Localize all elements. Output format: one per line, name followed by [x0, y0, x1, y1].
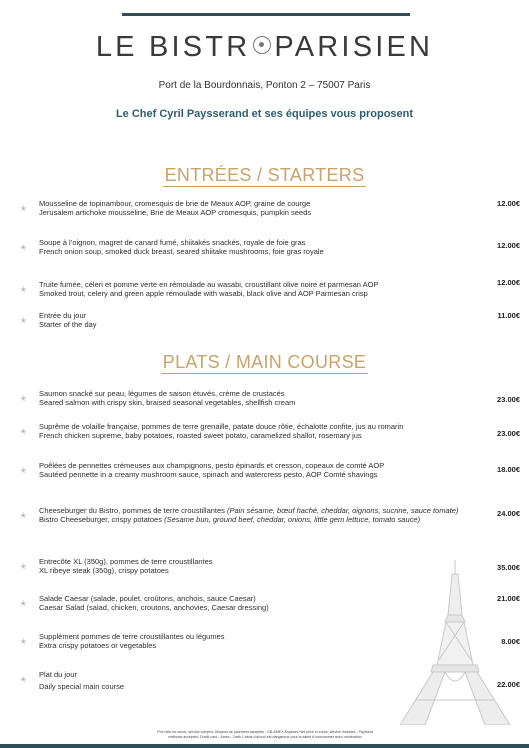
item-name-en: Sautéed pennette in a creamy mushroom sauce, spinach and watercress pesto, AOP Comté shavings: [39, 470, 378, 479]
item-name-fr: Plat du jour: [39, 670, 77, 679]
star-bullet-icon: ✭: [20, 466, 27, 475]
item-price: 23.00€: [497, 395, 520, 404]
item-name-en: Extra crispy potatoes or vegetables: [39, 641, 157, 650]
star-bullet-icon: ✭: [20, 204, 27, 213]
item-name-fr: Poêlées de pennettes crémeuses aux champignons, pesto épinards et cresson, copeaux de comté AOP: [39, 461, 385, 470]
section-title-starters: ENTRÉES / STARTERS: [164, 165, 365, 185]
item-name-en: XL ribeye steak (350g), crispy potatoes: [39, 566, 169, 575]
item-name-fr: Mousseline de topinambour, cromesquis de brie de Meaux AOP, graine de courge: [39, 199, 311, 208]
item-name-fr: Saumon snacké sur peau, légumes de saison étuvés, crème de crustacés: [39, 389, 285, 398]
item-price: 12.00€: [497, 199, 520, 208]
item-name-en: Seared salmon with crispy skin, braised seasonal vegetables, shellfish cream: [39, 398, 296, 407]
item-name-fr: Cheeseburger du Bistro, pommes de terre croustillantes: [39, 506, 225, 515]
item-price: 11.00€: [497, 311, 520, 320]
star-bullet-icon: ✭: [20, 511, 27, 520]
item-name-fr: Entrée du jour: [39, 311, 87, 320]
item-name-fr: Soupe à l’oignon, magret de canard fumé, shiitakés snackés, royale de foie gras: [39, 238, 306, 247]
star-bullet-icon: ✭: [20, 637, 27, 646]
bottom-rule: [0, 744, 529, 748]
item-price: 12.00€: [497, 241, 520, 250]
item-note-fr: (Pain sésame, bœuf haché, cheddar, oignons, sucrine, sauce tomate): [227, 506, 459, 515]
item-price: 24.00€: [497, 509, 520, 518]
star-bullet-icon: ✭: [20, 562, 27, 571]
item-name-en: Caesar Salad (salad, chicken, croutons, anchovies, Caesar dressing): [39, 603, 269, 612]
item-name-en: French onion soup, smoked duck breast, seared shiitake mushrooms, foie gras royale: [39, 247, 324, 256]
star-bullet-icon: ✭: [20, 675, 27, 684]
top-rule: [122, 13, 410, 16]
address: Port de la Bourdonnais, Ponton 2 – 75007 Paris: [158, 80, 371, 91]
item-name-en: Bistro Cheeseburger, crispy potatoes: [39, 515, 162, 524]
footer-note: [110, 730, 420, 739]
item-name-en: Jerusalem artichoke mousseline, Brie de Meaux AOP cromesquis, pumpkin seeds: [39, 208, 312, 217]
item-name-fr: Suprême de volaille française, pommes de terre grenaille, patate douce rôtie, échalotte confite, jus au romarin: [39, 422, 404, 431]
star-bullet-icon: ✭: [20, 285, 27, 294]
restaurant-logo: [0, 31, 529, 64]
logo-part2: BISTR: [148, 31, 251, 63]
item-price: 21.00€: [497, 594, 520, 603]
chef-line: Le Chef Cyril Paysserand et ses équipes vous proposent: [115, 108, 414, 120]
item-name-en: French chicken supreme, baby potatoes, roasted sweet potato, caramelized shallot, rosemary jus: [39, 431, 362, 440]
footer-line1: Prix nets en euros, service compris -Moyens de paiement acceptés : CB-AMEX-Espèces Net price in euros, service included - Payment: [157, 730, 373, 734]
star-bullet-icon: ✭: [20, 599, 27, 608]
star-bullet-icon: ✭: [20, 243, 27, 252]
item-name-en: Smoked trout, celery and green apple rémoulade with wasabi, black olive and AOP Parmesan crisp: [39, 289, 368, 298]
star-bullet-icon: ✭: [20, 427, 27, 436]
item-name-fr: Supplément pommes de terre croustillantes ou légumes: [39, 632, 225, 641]
item-name-fr: Truite fumée, céleri et pomme verte en rémoulade au wasabi, croustillant olive noire et parmesan AOP: [39, 280, 379, 289]
item-note-en: (Sesame bun, ground beef, cheddar, onions, little gem lettuce, tomato sauce): [164, 515, 421, 524]
footer-line2: methods accepted: Credit card - Amex - Cash L’abus d’alcool est dangereux pour la santé A consommer avec modération: [168, 734, 362, 739]
item-name-en: Starter of the day: [39, 320, 97, 329]
item-price: 23.00€: [497, 429, 520, 438]
item-price: 22.00€: [497, 680, 520, 689]
logo-emblem-icon: [253, 36, 271, 54]
item-name-fr: Salade Caesar (salade, poulet, croûtons, anchois, sauce Caesar): [39, 594, 256, 603]
star-bullet-icon: ✭: [20, 316, 27, 325]
logo-part3: PARISIEN: [274, 31, 434, 63]
eiffel-tower-illustration: [395, 560, 515, 725]
item-name-en: Daily special main course: [39, 682, 125, 691]
item-price: 8.00€: [501, 637, 520, 646]
logo-part1: LE: [95, 31, 138, 63]
star-bullet-icon: ✭: [20, 394, 27, 403]
item-name-fr: Entrecôte XL (350g), pommes de terre croustillantes: [39, 557, 213, 566]
section-title-mains: PLATS / MAIN COURSE: [162, 352, 367, 372]
item-price: 18.00€: [497, 465, 520, 474]
item-price: 35.00€: [497, 563, 520, 572]
item-price: 12.00€: [497, 278, 520, 287]
